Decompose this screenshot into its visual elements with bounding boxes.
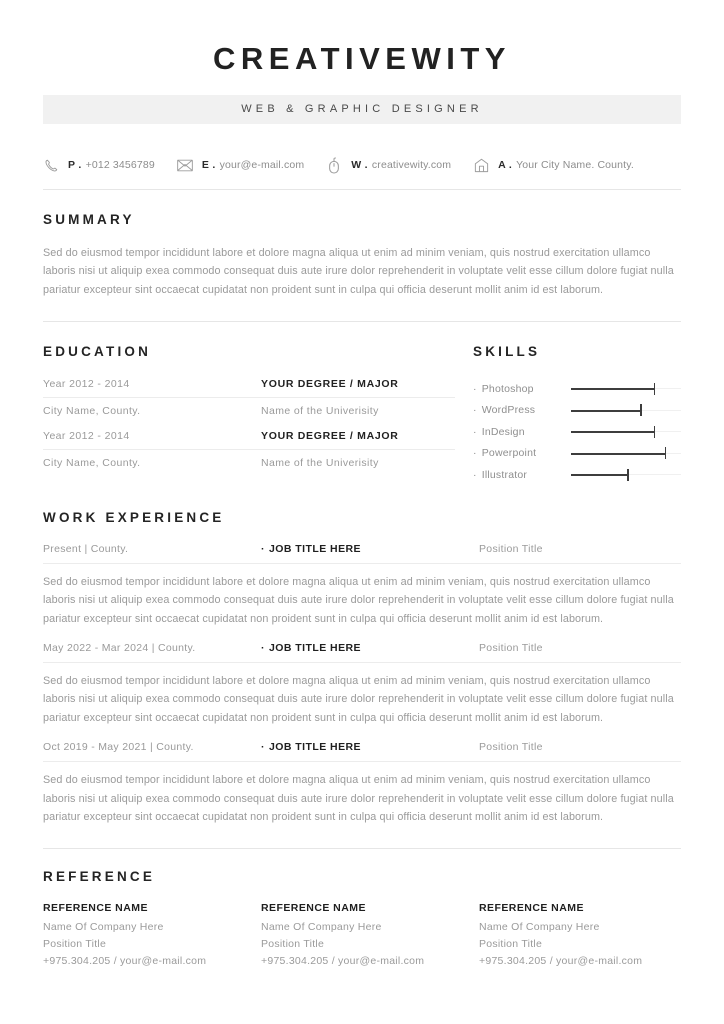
skill-label: · InDesign: [473, 426, 571, 438]
education-entry-top: [43, 378, 455, 390]
divider-work-entry: [43, 761, 681, 762]
reference-company: Name Of Company Here: [43, 921, 164, 934]
work-description: Sed do eiusmod tempor incididunt labore et dolore magna aliqua ut enim ad minim veniam, quis nostrud exercitation ullamco laboris nisi ut aliquip exea commodo consequat duis aute irure dolor reprehenderit in voluptate velit esse cillum dolore fugiat nulla pariatur excepteur sint occaecat cupidatat non proident sunt in culpa qui officia deserunt mollit anim id est laborum.: [43, 674, 674, 724]
contact-key-phone: P .: [68, 159, 82, 171]
divider-summary: [43, 321, 681, 322]
divider-work-experience: [43, 848, 681, 849]
work-experience-section: [43, 510, 681, 827]
reference-entry: [479, 902, 697, 970]
skills-section: [455, 344, 681, 486]
contact-key-address: A .: [498, 159, 512, 171]
education-entry-top: [43, 430, 455, 442]
contact-value-email: your@e-mail.com: [219, 159, 305, 171]
work-entry-header: [43, 543, 681, 555]
skill-label: · Illustrator: [473, 469, 571, 481]
divider-work-entry: [43, 662, 681, 663]
work-entry-header: [43, 642, 681, 654]
education-entry: [43, 430, 455, 469]
skill-level-bar: [571, 469, 681, 481]
work-entry: [43, 741, 681, 826]
work-job-title: · JOB TITLE HERE: [261, 543, 479, 555]
reference-contact[interactable]: +975.304.205 / your@e-mail.com: [479, 955, 643, 968]
education-list: [43, 378, 455, 469]
reference-entry: [261, 902, 479, 970]
work-entry-header: [43, 741, 681, 753]
summary-text: Sed do eiusmod tempor incididunt labore et dolore magna aliqua ut enim ad minim veniam, quis nostrud exercitation ullamco laboris nisi ut aliquip exea commodo consequat duis aute irure dolor reprehenderit in voluptate velit esse cillum dolore fugiat nulla pariatur excepteur sint occaecat cupidatat non proident sunt in culpa qui officia deserunt mollit anim id est laborum.: [43, 247, 674, 296]
contact-key-website: W .: [351, 159, 368, 171]
contact-value-phone: +012 3456789: [85, 159, 155, 171]
work-position-title: Position Title: [479, 641, 543, 654]
education-years: Year 2012 - 2014: [43, 378, 130, 391]
skill-label: · Powerpoint: [473, 447, 571, 459]
contact-item-email[interactable]: [177, 157, 304, 174]
summary-section: [43, 212, 681, 299]
skill-level-bar: [571, 383, 681, 395]
skill-level-marker: [640, 404, 642, 416]
reference-position: Position Title: [479, 938, 543, 951]
header-subtitle-band: WEB & GRAPHIC DESIGNER: [43, 95, 681, 124]
reference-position: Position Title: [261, 938, 325, 951]
education-university: Name of the Univerisity: [261, 405, 379, 418]
summary-heading: SUMMARY: [43, 212, 135, 227]
work-description: Sed do eiusmod tempor incididunt labore et dolore magna aliqua ut enim ad minim veniam, quis nostrud exercitation ullamco laboris nisi ut aliquip exea commodo consequat duis aute irure dolor reprehenderit in voluptate velit esse cillum dolore fugiat nulla pariatur excepteur sint occaecat cupidatat non proident sunt in culpa qui officia deserunt mollit anim id est laborum.: [43, 575, 674, 625]
skill-row: [473, 464, 681, 486]
reference-section: [43, 869, 681, 970]
work-date: Present | County.: [43, 542, 129, 555]
work-position-title: Position Title: [479, 741, 543, 754]
envelope-icon: [177, 157, 193, 174]
reference-name: REFERENCE NAME: [479, 902, 584, 915]
education-skills-row: [43, 344, 681, 486]
education-entry-bottom: [43, 457, 455, 469]
reference-position: Position Title: [43, 938, 107, 951]
skill-track-fill: [571, 453, 666, 455]
reference-company: Name Of Company Here: [261, 921, 382, 934]
reference-company: Name Of Company Here: [479, 921, 600, 934]
reference-columns: [43, 902, 681, 970]
contact-item-phone[interactable]: [43, 157, 155, 174]
contact-value-address: Your City Name. County.: [516, 159, 634, 171]
skill-level-bar: [571, 426, 681, 438]
education-degree: YOUR DEGREE / MAJOR: [261, 378, 399, 391]
skill-track-fill: [571, 388, 655, 390]
divider-education-entry: [43, 449, 455, 450]
skill-track-fill: [571, 474, 628, 476]
reference-entry: [43, 902, 261, 970]
skill-level-marker: [627, 469, 629, 481]
skill-label: · Photoshop: [473, 383, 571, 395]
home-icon: [473, 157, 489, 174]
mouse-icon: [326, 157, 342, 174]
education-section: [43, 344, 455, 486]
contact-key-email: E .: [202, 159, 216, 171]
skill-row: [473, 400, 681, 422]
skill-level-marker: [654, 383, 656, 395]
work-entry: [43, 642, 681, 727]
work-experience-list: [43, 543, 681, 827]
skill-track-fill: [571, 431, 655, 433]
education-years: Year 2012 - 2014: [43, 430, 130, 443]
contact-row: [43, 154, 681, 176]
skill-label: · WordPress: [473, 404, 571, 416]
phone-icon: [43, 157, 59, 174]
skill-track-fill: [571, 410, 641, 412]
work-job-title: · JOB TITLE HERE: [261, 741, 479, 753]
education-university: Name of the Univerisity: [261, 457, 379, 470]
work-experience-heading: WORK EXPERIENCE: [43, 509, 225, 525]
work-job-title: · JOB TITLE HERE: [261, 642, 479, 654]
page-title: CREATIVEWITY: [213, 41, 511, 76]
divider-contact: [43, 189, 681, 190]
work-entry: [43, 543, 681, 628]
skill-row: [473, 421, 681, 443]
skill-level-bar: [571, 447, 681, 459]
work-date: Oct 2019 - May 2021 | County.: [43, 741, 194, 754]
education-entry-bottom: [43, 405, 455, 417]
skills-list: [473, 378, 681, 486]
work-description: Sed do eiusmod tempor incididunt labore et dolore magna aliqua ut enim ad minim veniam, quis nostrud exercitation ullamco laboris nisi ut aliquip exea commodo consequat duis aute irure dolor reprehenderit in voluptate velit esse cillum dolore fugiat nulla pariatur excepteur sint occaecat cupidatat non proident sunt in culpa qui officia deserunt mollit anim id est laborum.: [43, 774, 674, 823]
skill-row: [473, 443, 681, 465]
education-entry: [43, 378, 455, 417]
work-date: May 2022 - Mar 2024 | County.: [43, 641, 196, 654]
contact-item-address[interactable]: [473, 157, 634, 174]
work-position-title: Position Title: [479, 542, 543, 555]
education-heading: EDUCATION: [43, 344, 152, 360]
education-location: City Name, County.: [43, 405, 141, 418]
reference-name: REFERENCE NAME: [43, 902, 148, 915]
contact-item-website[interactable]: [326, 157, 451, 174]
skill-level-marker: [654, 426, 656, 438]
contact-value-website: creativewity.com: [371, 159, 452, 171]
education-location: City Name, County.: [43, 457, 141, 470]
reference-name: REFERENCE NAME: [261, 902, 366, 915]
divider-work-entry: [43, 563, 681, 564]
reference-contact[interactable]: +975.304.205 / your@e-mail.com: [261, 955, 425, 968]
divider-education-entry: [43, 397, 455, 398]
reference-contact[interactable]: +975.304.205 / your@e-mail.com: [43, 955, 207, 968]
skills-heading: SKILLS: [473, 344, 541, 360]
skill-level-marker: [665, 447, 667, 459]
education-degree: YOUR DEGREE / MAJOR: [261, 430, 399, 443]
skill-row: [473, 378, 681, 400]
skill-level-bar: [571, 404, 681, 416]
reference-heading: REFERENCE: [43, 869, 156, 885]
